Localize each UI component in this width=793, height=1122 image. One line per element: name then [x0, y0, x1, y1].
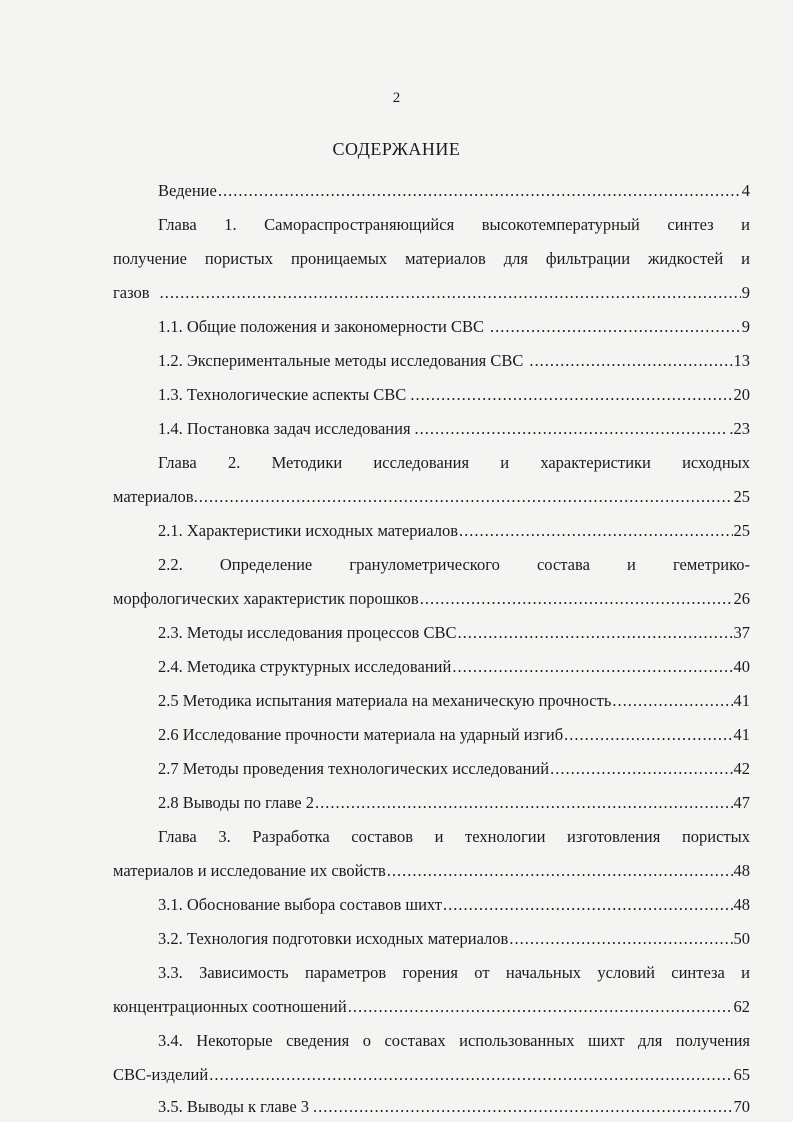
toc-entry-1-2[interactable]: 1.2. Экспериментальные методы исследования СВС ..... 13: [158, 350, 750, 372]
toc-entry-3-4-line-2[interactable]: СВС-изделий ..... 65: [113, 1064, 750, 1086]
toc-entry-2-2-line-2[interactable]: морфологических характеристик порошков ..... 26: [113, 588, 750, 610]
toc-entry-3-5[interactable]: 3.5. Выводы к главе 3 ..... 70: [158, 1096, 750, 1118]
toc-entry-3-3-line-2[interactable]: концентрационных соотношений ..... 62: [113, 996, 750, 1018]
toc-entry-chapter-3-line-1[interactable]: Глава 3. Разработка составов и технологии изготовления пористых: [158, 827, 750, 846]
toc-entry-chapter-1-line-2[interactable]: получение пористых проницаемых материалов для фильтрации жидкостей и: [113, 249, 750, 268]
toc-entry-intro[interactable]: Ведение ..... 4: [158, 180, 750, 202]
toc-title: СОДЕРЖАНИЕ: [332, 139, 461, 159]
toc-entry-2-1[interactable]: 2.1. Характеристики исходных материалов ..... 25: [158, 520, 750, 542]
toc-entry-chapter-2-line-1[interactable]: Глава 2. Методики исследования и характеристики исходных: [158, 453, 750, 472]
toc-entry-3-4-line-1[interactable]: 3.4. Некоторые сведения о составах использованных шихт для получения: [158, 1031, 750, 1050]
toc-entry-2-8[interactable]: 2.8 Выводы по главе 2 ..... 47: [158, 792, 750, 814]
toc-entry-chapter-3-line-2[interactable]: материалов и исследование их свойств ..... 48: [113, 860, 750, 882]
toc-entry-2-7[interactable]: 2.7 Методы проведения технологических исследований ..... 42: [158, 758, 750, 780]
toc-entry-chapter-1-line-1[interactable]: Глава 1. Самораспространяющийся высокотемпературный синтез и: [158, 215, 750, 234]
toc-entry-1-3[interactable]: 1.3. Технологические аспекты СВС ..... 20: [158, 384, 750, 406]
toc-entry-2-4[interactable]: 2.4. Методика структурных исследований ..... 40: [158, 656, 750, 678]
toc-entry-3-3-line-1[interactable]: 3.3. Зависимость параметров горения от начальных условий синтеза и: [158, 963, 750, 982]
toc-entry-1-1[interactable]: 1.1. Общие положения и закономерности СВС ..... 9: [158, 316, 750, 338]
toc-entry-3-1[interactable]: 3.1. Обоснование выбора составов шихт ..... 48: [158, 894, 750, 916]
toc-entry-2-2-line-1[interactable]: 2.2. Определение гранулометрического состава и геметрико-: [158, 555, 750, 574]
toc-entry-2-6[interactable]: 2.6 Исследование прочности материала на ударный изгиб ..... 41: [158, 724, 750, 746]
toc-entry-2-3[interactable]: 2.3. Методы исследования процессов СВС ..... 37: [158, 622, 750, 644]
toc-entry-chapter-2-line-2[interactable]: материалов. ..... 25: [113, 486, 750, 508]
page-number: 2: [392, 90, 401, 106]
toc-entry-2-5[interactable]: 2.5 Методика испытания материала на механическую прочность ..... 41: [158, 690, 750, 712]
toc-entry-1-4[interactable]: 1.4. Постановка задач исследования ..... .23: [158, 418, 750, 440]
toc-entry-3-2[interactable]: 3.2. Технология подготовки исходных материалов ..... 50: [158, 928, 750, 950]
toc-entry-chapter-1-line-3[interactable]: газов ..... 9: [113, 282, 750, 304]
